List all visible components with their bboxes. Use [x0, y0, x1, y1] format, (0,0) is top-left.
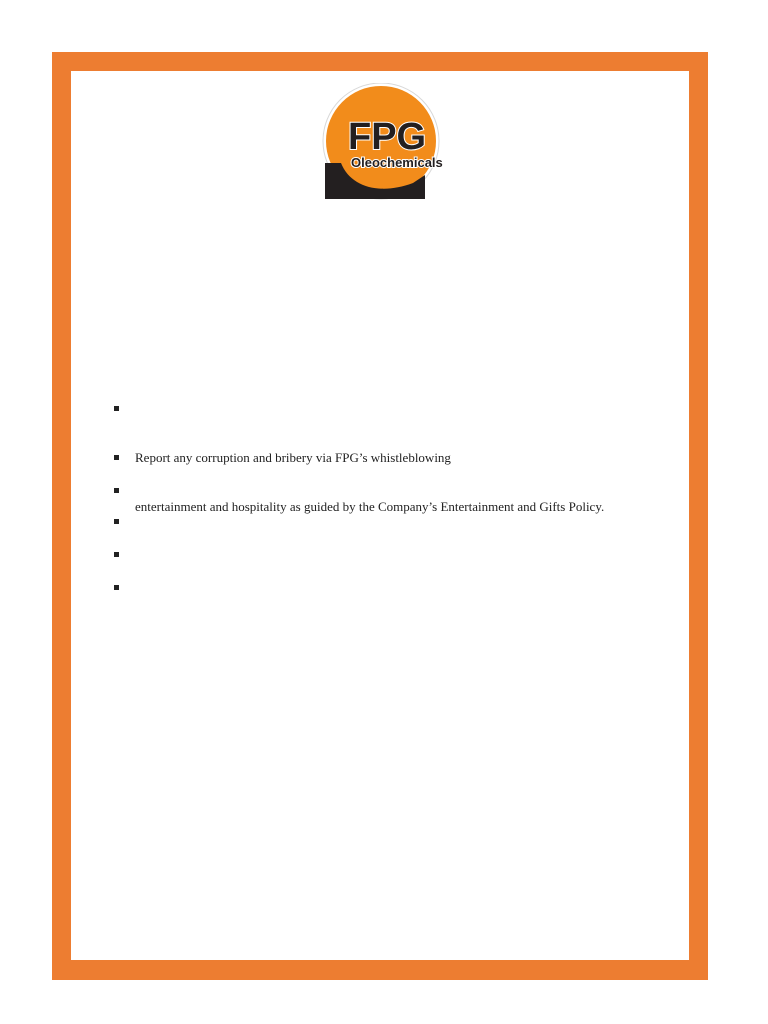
logo-fpg-text: FPG: [348, 116, 427, 158]
bullet-marker: [114, 406, 119, 411]
page-content-area: [71, 71, 689, 960]
bullet-marker: [114, 455, 119, 460]
bullet-marker: [114, 519, 119, 524]
bullet-continuation-text: entertainment and hospitality as guided by the Company’s Entertainment and Gifts Policy.: [135, 499, 605, 514]
logo-graphic: [321, 83, 449, 207]
bullet-marker: [114, 585, 119, 590]
bullet-marker: [114, 488, 119, 493]
bullet-marker: [114, 552, 119, 557]
orange-border-frame: [52, 52, 708, 980]
logo-oleochemicals-text: Oleochemicals: [351, 155, 443, 170]
bullet-text: Report any corruption and bribery via FPG’s whistleblowing: [135, 450, 451, 465]
fpg-oleochemicals-logo: [321, 83, 449, 207]
